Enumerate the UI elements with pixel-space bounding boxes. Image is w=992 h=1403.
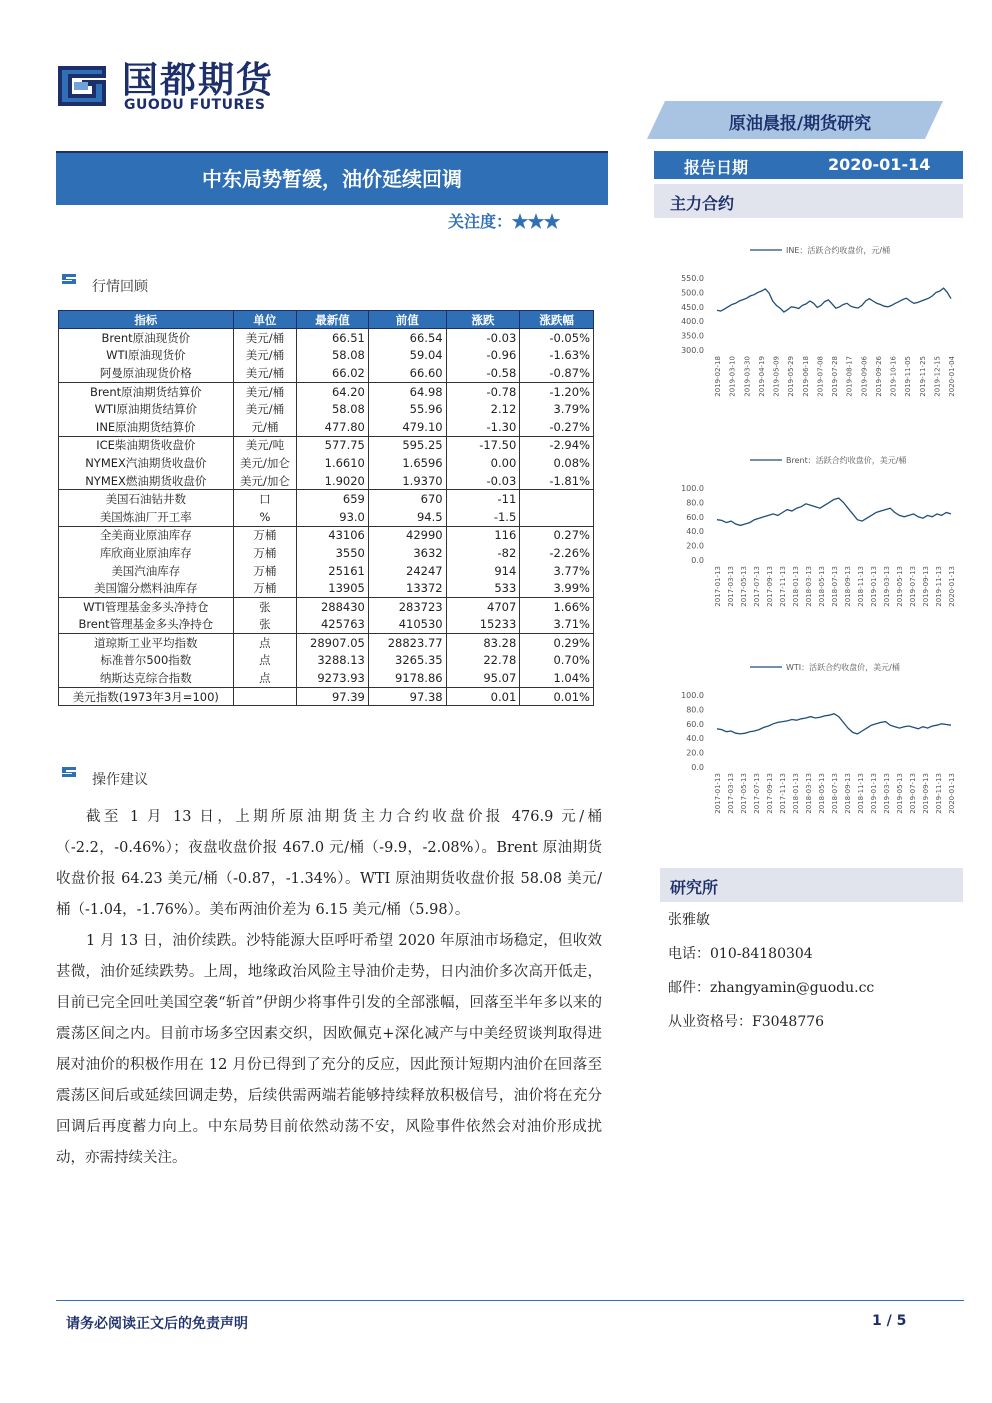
table-row <box>59 472 594 490</box>
table-cell: -0.96 <box>446 347 520 365</box>
table-cell: -0.05% <box>520 329 594 347</box>
table-cell: 477.80 <box>297 418 369 436</box>
table-cell: -1.5 <box>446 508 520 526</box>
table-row <box>59 436 594 454</box>
col-header-change: 涨跌 <box>446 311 520 329</box>
legend-label: Brent：活跃合约收盘价，美元/桶 <box>786 456 907 465</box>
x-tick-label: 2019-03-13 <box>883 566 891 607</box>
table-row <box>59 597 594 615</box>
y-tick-label: 40.0 <box>686 734 704 744</box>
table-cell: 97.39 <box>297 687 369 706</box>
col-header-change-pct: 涨跌幅 <box>520 311 594 329</box>
table-cell: 9178.86 <box>368 669 446 687</box>
table-cell: 美国汽油库存 <box>59 562 234 580</box>
col-header-unit: 单位 <box>233 311 297 329</box>
x-tick-label: 2019-05-13 <box>896 566 904 607</box>
x-tick-label: 2019-06-18 <box>801 356 810 397</box>
ine-price-chart <box>655 238 965 410</box>
x-tick-label: 2017-05-13 <box>740 773 748 814</box>
x-tick-label: 2019-11-13 <box>935 566 943 607</box>
advice-body <box>56 802 602 1174</box>
table-cell: 3.79% <box>520 400 594 418</box>
y-tick-label: 550.0 <box>681 274 704 283</box>
table-cell: 0.70% <box>520 652 594 670</box>
table-cell: 3632 <box>368 544 446 562</box>
y-tick-label: 60.0 <box>686 719 704 729</box>
table-cell: 纳斯达克综合指数 <box>59 669 234 687</box>
col-header-indicator: 指标 <box>59 311 234 329</box>
table-cell: 美元指数(1973年3月=100) <box>59 687 234 706</box>
x-tick-label: 2020-01-04 <box>948 356 956 397</box>
analyst-phone: 电话：010-84180304 <box>668 946 813 962</box>
table-row <box>59 652 594 670</box>
x-tick-label: 2019-05-13 <box>896 773 904 814</box>
series-line <box>717 288 951 312</box>
table-cell: 美国石油钻井数 <box>59 490 234 508</box>
x-tick-label: 2018-03-13 <box>805 566 813 607</box>
table-cell: -1.20% <box>520 382 594 400</box>
table-cell: 0.00 <box>446 454 520 472</box>
table-row <box>59 364 594 382</box>
table-cell: Brent原油现货价 <box>59 329 234 347</box>
x-tick-label: 2017-09-13 <box>766 566 774 607</box>
x-tick-label: 2019-03-10 <box>728 356 737 397</box>
table-row <box>59 490 594 508</box>
table-cell: 3.99% <box>520 579 594 597</box>
table-cell: WTI原油现货价 <box>59 347 234 365</box>
table-cell: 914 <box>446 562 520 580</box>
x-tick-label: 2019-07-28 <box>831 356 839 397</box>
y-tick-label: 80.0 <box>686 498 704 508</box>
table-cell: 66.54 <box>368 329 446 347</box>
paragraph: 截至 1 月 13 日，上期所原油期货主力合约收盘价报 476.9 元/桶（-2.2，-0.46%）；夜盘收盘价报 467.0 元/桶（-9.9，-2.08%）。Brent 原油期货收盘价报 64.23 美元/桶（-0.87，-1.34%）。WTI 原油期货收盘价报 58.08 美元/桶（-1.04，-1.76%）。美布两油价差为 6.15 美元/桶（5.98）。 <box>56 809 602 918</box>
x-tick-label: 2019-11-13 <box>935 773 943 814</box>
x-tick-label: 2018-09-13 <box>844 566 852 607</box>
table-cell: Brent原油期货结算价 <box>59 382 234 400</box>
section-operation-advice: 操作建议 <box>92 772 148 788</box>
table-cell: 点 <box>233 652 297 670</box>
table-cell: 1.9020 <box>297 472 369 490</box>
x-tick-label: 2020-01-13 <box>948 566 956 607</box>
table-cell: 58.08 <box>297 400 369 418</box>
report-title: 中东局势暂缓，油价延续回调 <box>202 167 462 191</box>
table-cell: 15233 <box>446 616 520 634</box>
table-cell: 美元/桶 <box>233 382 297 400</box>
paragraph: 1 月 13 日，油价续跌。沙特能源大臣呼吁希望 2020 年原油市场稳定，但收效甚微，油价延续跌势。上周，地缘政治风险主导油价走势，日内油价多次高开低走，目前已完全回吐美国空袭“斩首”伊朗少将事件引发的全部涨幅，回落至半年多以来的震荡区间之内。目前市场多空因素交织，因欧佩克+深化减产与中美经贸谈判取得进展对油价的积极作用在 12 月份已得到了充分的反应，因此预计短期内油价在回落至震荡区间后或延续回调走势，后续供需两端若能够持续释放积极信号，油价将在充分回调后再度蓄力向上。中东局势目前依然动荡不安，风险事件依然会对油价形成扰动，亦需持续关注。 <box>56 933 602 1166</box>
focus-rating: 关注度：★★★ <box>448 212 561 231</box>
table-cell: 64.98 <box>368 382 446 400</box>
table-cell: -0.87% <box>520 364 594 382</box>
table-cell: 张 <box>233 616 297 634</box>
x-tick-label: 2018-09-13 <box>844 773 852 814</box>
table-cell: 1.6596 <box>368 454 446 472</box>
table-cell: 3550 <box>297 544 369 562</box>
table-cell: 美国炼油厂开工率 <box>59 508 234 526</box>
analyst-name: 张雅敏 <box>668 912 710 928</box>
brent-price-chart <box>655 448 965 620</box>
table-cell: INE原油期货结算价 <box>59 418 234 436</box>
table-cell: 58.08 <box>297 347 369 365</box>
table-cell: 59.04 <box>368 347 446 365</box>
table-header-row <box>59 311 594 329</box>
x-tick-label: 2019-10-16 <box>889 356 898 397</box>
table-cell <box>233 687 297 706</box>
table-cell: Brent管理基金多头净持仓 <box>59 616 234 634</box>
table-row <box>59 634 594 652</box>
table-cell: 533 <box>446 579 520 597</box>
table-cell: 28823.77 <box>368 634 446 652</box>
y-tick-label: 0.0 <box>691 763 704 772</box>
table-cell: 3265.35 <box>368 652 446 670</box>
table-cell: 4707 <box>446 597 520 615</box>
table-cell <box>520 490 594 508</box>
table-cell: % <box>233 508 297 526</box>
x-tick-label: 2019-04-19 <box>757 356 766 397</box>
x-tick-label: 2019-12-15 <box>933 356 942 397</box>
section-icon <box>60 272 78 286</box>
table-cell: 1.9370 <box>368 472 446 490</box>
table-cell: 万桶 <box>233 562 297 580</box>
table-cell: WTI管理基金多头净持仓 <box>59 597 234 615</box>
table-cell: 577.75 <box>297 436 369 454</box>
y-tick-label: 450.0 <box>681 302 704 312</box>
table-row <box>59 418 594 436</box>
y-tick-label: 300.0 <box>681 346 704 355</box>
table-cell: 美元/桶 <box>233 347 297 365</box>
table-cell: -1.30 <box>446 418 520 436</box>
col-header-previous: 前值 <box>368 311 446 329</box>
table-cell: 美元/加仑 <box>233 454 297 472</box>
table-cell: 口 <box>233 490 297 508</box>
table-cell: 道琼斯工业平均指数 <box>59 634 234 652</box>
table-cell: 3.77% <box>520 562 594 580</box>
table-cell: 美国馏分燃料油库存 <box>59 579 234 597</box>
table-cell: 点 <box>233 634 297 652</box>
x-tick-label: 2019-09-06 <box>860 356 869 397</box>
y-tick-label: 400.0 <box>681 317 704 327</box>
table-cell: 美元/加仑 <box>233 472 297 490</box>
table-row <box>59 669 594 687</box>
x-tick-label: 2017-03-13 <box>727 566 735 607</box>
section-market-review: 行情回顾 <box>92 279 148 295</box>
table-cell: 万桶 <box>233 526 297 544</box>
y-tick-label: 100.0 <box>681 484 704 493</box>
col-header-latest: 最新值 <box>297 311 369 329</box>
table-cell: -2.94% <box>520 436 594 454</box>
table-cell: 42990 <box>368 526 446 544</box>
x-tick-label: 2019-11-05 <box>904 356 913 397</box>
table-cell: 659 <box>297 490 369 508</box>
research-label: 研究所 <box>670 878 719 897</box>
x-tick-label: 2018-11-13 <box>857 566 865 607</box>
report-type-label: 原油晨报/期货研究 <box>728 114 872 134</box>
table-row <box>59 400 594 418</box>
x-tick-label: 2019-03-13 <box>883 773 891 814</box>
table-row <box>59 347 594 365</box>
table-cell: 元/桶 <box>233 418 297 436</box>
table-row <box>59 382 594 400</box>
x-tick-label: 2017-01-13 <box>714 566 722 607</box>
table-cell: -1.63% <box>520 347 594 365</box>
table-cell: 13372 <box>368 579 446 597</box>
table-cell: 670 <box>368 490 446 508</box>
table-cell: -0.03 <box>446 472 520 490</box>
table-cell: 55.96 <box>368 400 446 418</box>
table-cell: 116 <box>446 526 520 544</box>
table-cell: 3288.13 <box>297 652 369 670</box>
x-tick-label: 2018-03-13 <box>805 773 813 814</box>
y-tick-label: 20.0 <box>686 748 704 758</box>
table-cell: -0.58 <box>446 364 520 382</box>
main-contract-label: 主力合约 <box>670 194 735 213</box>
page-number: 1 / 5 <box>872 1313 907 1329</box>
guodu-logo-icon <box>52 56 112 116</box>
x-tick-label: 2019-02-18 <box>714 356 722 397</box>
table-cell: NYMEX汽油期货收盘价 <box>59 454 234 472</box>
table-cell: NYMEX燃油期货收盘价 <box>59 472 234 490</box>
table-cell: 283723 <box>368 597 446 615</box>
table-cell: 425763 <box>297 616 369 634</box>
table-cell: 95.07 <box>446 669 520 687</box>
table-cell: -0.78 <box>446 382 520 400</box>
x-tick-label: 2017-05-13 <box>740 566 748 607</box>
table-cell: 全美商业原油库存 <box>59 526 234 544</box>
x-tick-label: 2017-11-13 <box>779 566 787 607</box>
table-cell: -11 <box>446 490 520 508</box>
table-cell: 13905 <box>297 579 369 597</box>
market-data-table <box>58 310 594 706</box>
table-row <box>59 579 594 597</box>
table-cell: ICE柴油期货收盘价 <box>59 436 234 454</box>
table-cell: 1.66% <box>520 597 594 615</box>
table-row <box>59 329 594 347</box>
table-row <box>59 562 594 580</box>
table-row <box>59 454 594 472</box>
table-cell: 66.60 <box>368 364 446 382</box>
x-tick-label: 2017-07-13 <box>753 566 761 607</box>
table-cell: 美元/吨 <box>233 436 297 454</box>
table-cell: 595.25 <box>368 436 446 454</box>
series-line <box>717 714 951 734</box>
y-tick-label: 350.0 <box>681 331 704 341</box>
table-row <box>59 526 594 544</box>
table-cell: 0.27% <box>520 526 594 544</box>
y-tick-label: 60.0 <box>686 512 704 522</box>
table-cell: 410530 <box>368 616 446 634</box>
table-cell: 阿曼原油现货价格 <box>59 364 234 382</box>
table-cell: 美元/桶 <box>233 364 297 382</box>
y-tick-label: 40.0 <box>686 527 704 537</box>
x-tick-label: 2019-07-08 <box>816 356 825 397</box>
table-cell: 2.12 <box>446 400 520 418</box>
y-tick-label: 500.0 <box>681 288 704 298</box>
section-icon <box>60 765 78 779</box>
table-cell: 64.20 <box>297 382 369 400</box>
report-date-value: 2020-01-14 <box>828 155 931 174</box>
table-row <box>59 616 594 634</box>
x-tick-label: 2018-01-13 <box>792 773 800 814</box>
report-date-label: 报告日期 <box>684 158 749 177</box>
table-cell: 3.71% <box>520 616 594 634</box>
table-cell: 28907.05 <box>297 634 369 652</box>
table-row <box>59 508 594 526</box>
table-cell: 0.01 <box>446 687 520 706</box>
analyst-license: 从业资格号：F3048776 <box>668 1014 825 1030</box>
table-cell: 93.0 <box>297 508 369 526</box>
table-cell: 点 <box>233 669 297 687</box>
x-tick-label: 2018-01-13 <box>792 566 800 607</box>
x-tick-label: 2019-11-25 <box>918 356 927 397</box>
x-tick-label: 2019-05-09 <box>772 356 781 397</box>
x-tick-label: 2019-09-13 <box>922 566 930 607</box>
series-line <box>717 498 951 525</box>
legend-label: INE：活跃合约收盘价，元/桶 <box>786 246 891 255</box>
x-tick-label: 2017-03-13 <box>727 773 735 814</box>
table-cell: -17.50 <box>446 436 520 454</box>
table-cell: 22.78 <box>446 652 520 670</box>
table-cell: 0.08% <box>520 454 594 472</box>
x-tick-label: 2019-05-29 <box>787 356 796 397</box>
disclaimer-notice: 请务必阅读正文后的免责声明 <box>66 1316 248 1332</box>
table-cell: 288430 <box>297 597 369 615</box>
y-tick-label: 0.0 <box>691 556 704 565</box>
table-cell: 94.5 <box>368 508 446 526</box>
x-tick-label: 2017-11-13 <box>779 773 787 814</box>
table-cell: -82 <box>446 544 520 562</box>
x-tick-label: 2017-09-13 <box>766 773 774 814</box>
table-cell: 张 <box>233 597 297 615</box>
x-tick-label: 2019-01-13 <box>870 773 878 814</box>
table-cell <box>520 508 594 526</box>
table-cell: 66.51 <box>297 329 369 347</box>
x-tick-label: 2018-07-13 <box>831 773 839 814</box>
table-cell: 1.6610 <box>297 454 369 472</box>
wti-price-chart <box>655 655 965 827</box>
table-cell: 25161 <box>297 562 369 580</box>
table-cell: -0.03 <box>446 329 520 347</box>
table-row <box>59 687 594 706</box>
table-cell: 83.28 <box>446 634 520 652</box>
table-cell: 43106 <box>297 526 369 544</box>
y-tick-label: 80.0 <box>686 705 704 715</box>
table-cell: WTI原油期货结算价 <box>59 400 234 418</box>
x-tick-label: 2019-03-30 <box>743 356 752 397</box>
table-cell: 万桶 <box>233 544 297 562</box>
table-cell: -2.26% <box>520 544 594 562</box>
x-tick-label: 2017-01-13 <box>714 773 722 814</box>
y-tick-label: 100.0 <box>681 691 704 700</box>
table-cell: 97.38 <box>368 687 446 706</box>
table-cell: 66.02 <box>297 364 369 382</box>
x-tick-label: 2019-01-13 <box>870 566 878 607</box>
analyst-email[interactable]: 邮件：zhangyamin@guodu.cc <box>668 980 875 996</box>
x-tick-label: 2018-07-13 <box>831 566 839 607</box>
table-cell: 美元/桶 <box>233 400 297 418</box>
table-cell: 万桶 <box>233 579 297 597</box>
table-cell: 0.29% <box>520 634 594 652</box>
table-cell: 标准普尔500指数 <box>59 652 234 670</box>
x-tick-label: 2017-07-13 <box>753 773 761 814</box>
x-tick-label: 2019-07-13 <box>909 566 917 607</box>
footer-divider <box>56 1300 964 1301</box>
table-cell: 24247 <box>368 562 446 580</box>
x-tick-label: 2019-07-13 <box>909 773 917 814</box>
legend-label: WTI：活跃合约收盘价，美元/桶 <box>786 663 900 672</box>
x-tick-label: 2019-09-13 <box>922 773 930 814</box>
table-cell: -1.81% <box>520 472 594 490</box>
x-tick-label: 2018-05-13 <box>818 566 826 607</box>
logo-chinese-name: 国都期货 <box>122 60 275 101</box>
table-row <box>59 544 594 562</box>
y-tick-label: 20.0 <box>686 541 704 551</box>
x-tick-label: 2020-01-13 <box>948 773 956 814</box>
x-tick-label: 2018-05-13 <box>818 773 826 814</box>
table-cell: 9273.93 <box>297 669 369 687</box>
table-cell: 0.01% <box>520 687 594 706</box>
table-cell: 479.10 <box>368 418 446 436</box>
x-tick-label: 2019-09-26 <box>874 356 883 397</box>
x-tick-label: 2018-11-13 <box>857 773 865 814</box>
table-cell: 1.04% <box>520 669 594 687</box>
table-cell: -0.27% <box>520 418 594 436</box>
table-cell: 美元/桶 <box>233 329 297 347</box>
logo-english-name: GUODU FUTURES <box>124 97 266 113</box>
x-tick-label: 2019-08-17 <box>845 356 854 397</box>
table-cell: 库欣商业原油库存 <box>59 544 234 562</box>
